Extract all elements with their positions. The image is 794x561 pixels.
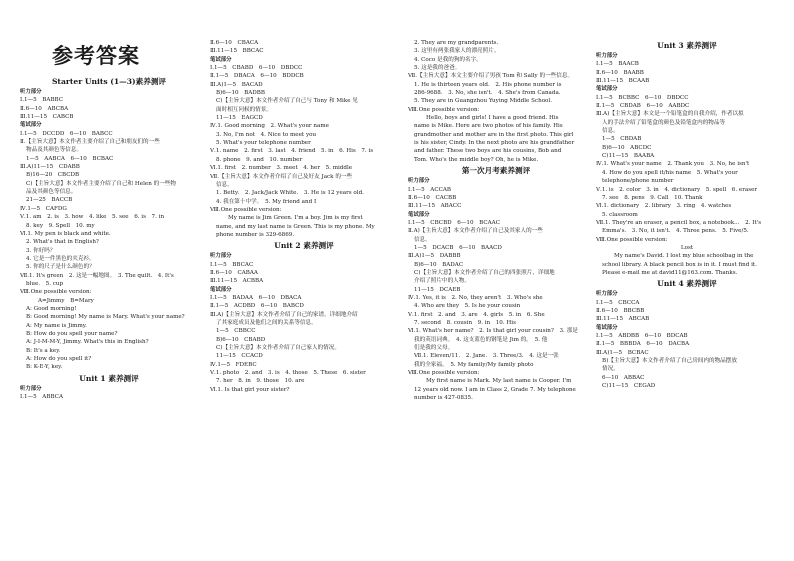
answer-line: 11—15 DCAEB [414, 286, 461, 293]
answer-line: 物品及其颜色等信息。 [26, 147, 82, 154]
section-heading: Unit 2 素养测评 [274, 241, 334, 251]
answer-line: Ⅱ.1—5 ACDBD 6—10 BABCD [210, 303, 304, 310]
answer-line: B: K-E-Y, key. [26, 364, 63, 371]
answer-line: Ⅱ.1—5 BBBDA 6—10 DACBA [596, 341, 690, 348]
answer-line: Ⅰ.1—5 BADAA 6—10 DBACA [210, 294, 302, 301]
answer-line: 286-9688. 3. No, she isn't. 4. She's from Canada. [414, 90, 561, 97]
subsection-label: 笔试部分 [210, 286, 232, 293]
answer-line: 6—10 ABBAC [602, 374, 645, 381]
answer-line: Ⅲ.11—15 ABCAB [596, 316, 650, 323]
answer-line: My name is Jim Green. I'm a boy. Jim is my first [228, 215, 363, 222]
answer-line: Ⅶ.1. Eleven/11. 2. Jane. 3. Three/3. 4. 这是一张 [414, 353, 559, 360]
answer-line: 4. 它是一件黑色的夹克衫。 [26, 255, 95, 262]
answer-line: B)6—10 BADBB [216, 90, 266, 97]
subsection-label: 笔试部分 [596, 86, 618, 93]
answer-line: Please e-mail me at david11@163.com. Thanks. [602, 269, 738, 276]
section-heading: 第一次月考素养测评 [461, 166, 531, 176]
answer-line: B: Good morning! My name is Mary. What's your name? [26, 314, 185, 321]
answer-line: 4. How do you spell it/his name 5. What's your [602, 169, 738, 176]
answer-line: Ⅳ.1. What's your name 2. Thank you 3. No, he isn't [596, 161, 750, 168]
answer-line: B)16—20 CBCDB [26, 172, 80, 179]
answer-line: Ⅴ.1. first 2. and 3. are 4. girls 5. in 6. She [408, 311, 545, 318]
answer-line: C)【主旨大意】本文作者介绍了自己家人的情况。 [216, 345, 340, 352]
answer-line: 1—5 CBBCC [216, 328, 256, 335]
answer-line: name, and my last name is Green. This is my phone. My [216, 223, 375, 230]
answer-line: 4. Who are they 5. Is he your cousin [414, 303, 521, 310]
answer-line: Ⅰ.1—5 DCCDD 6—10 BABCC [20, 130, 113, 137]
answer-line: Ⅲ.11—15 BBCAC [210, 48, 264, 55]
subsection-label: 听力部分 [20, 89, 42, 95]
subsection-label: 听力部分 [210, 253, 232, 260]
answer-line: 21—25 BACCB [26, 197, 73, 204]
answer-line: Ⅷ.One possible version: [20, 289, 92, 296]
answer-line: Ⅰ.1—5 ABDBB 6—10 BDCAB [596, 333, 688, 339]
column-4 [596, 39, 778, 390]
answer-line: Ⅴ.1. photo 2. and 3. is 4. those 5. These 6. sister [210, 370, 366, 377]
answer-line: school library. A black pencil box is in it. I must find it. [602, 261, 757, 268]
answer-line: 5. classroom [602, 211, 638, 218]
answer-line: 8. key 9. Spell 10. my [26, 222, 95, 229]
answer-line: Ⅶ.1. They're an eraser, a pencil box, a notebook... 2. It's [596, 219, 762, 226]
answer-line: 3. No, I'm not 4. Nice to meet you [216, 131, 317, 138]
answer-line: 1. Betty. 2. Jack/Jack White. 3. He is 12 years old. [216, 190, 364, 197]
answer-line: Ⅱ.6—10 CABAA [210, 269, 258, 276]
answer-line: Ⅲ.11—15 CABCB [20, 114, 74, 121]
answer-line: Ⅰ.1—5 ACCAB [408, 186, 452, 193]
answer-line: 7. see 8. pens 9. Call 10. Thank [602, 194, 703, 201]
answer-line: 我的英语词典。 4. 这支蓝色的钢笔是 Jim 的。 5. 他 [414, 336, 548, 343]
answer-line: Ⅴ.1. is 2. color 3. in 4. dictionary 5. spell 6. eraser [596, 186, 758, 193]
section-heading: Unit 3 素养测评 [657, 41, 717, 50]
answer-line: blue. 5. cup [26, 280, 64, 287]
column-2 [210, 39, 398, 394]
answer-line: Ⅲ.11—15 ACBBA [210, 278, 264, 285]
answer-line: 8. phone 9. and 10. number [216, 156, 303, 163]
answer-line: Ⅲ.11—15 BCAAB [596, 78, 650, 85]
answer-line: A: Good morning! [26, 305, 77, 312]
answer-line: Ⅱ.1—5 DBACA 6—10 BDDCB [210, 73, 304, 80]
answer-line: Ⅳ.1. Good morning 2. What's your name [210, 123, 329, 130]
answer-line: Ⅲ.A)1—5 DABBB [408, 253, 461, 260]
answer-line: Ⅴ.1. am 2. is 3. how 4. like 5. see 6. is 7. in [20, 214, 165, 221]
answer-line: Tom. Who's the middle boy? Oh, he is Mike. [414, 156, 539, 163]
answer-line: 3. 这里有两张我家人的漂亮照片。 [414, 48, 500, 55]
column-3 [408, 39, 584, 402]
answer-line: Ⅳ.1—5 CAFDG [20, 205, 67, 212]
answer-line: B)6—10 ABCDC [602, 144, 652, 151]
answer-line: 面时相互问候的情景。 [216, 106, 272, 113]
answer-line: number is 427-0835. [414, 395, 473, 402]
answer-line: is his sister, Cindy. In the next photo are his grandfather [414, 140, 575, 147]
answer-line: 1. He is thirteen years old. 2. His phone number is [414, 81, 562, 88]
answer-line: Ⅰ.1—5 CBCBD 6—10 BCAAC [408, 219, 500, 226]
answer-line: 12 years old now. I am in Class 2, Grade 7. My telephone [414, 386, 576, 393]
answer-line: B: How do you spell your name? [26, 330, 118, 337]
answer-line: Ⅲ.A)1—5 BACAD [210, 81, 263, 88]
answer-line: Ⅵ.1. What's her name? 2. Is that girl your cousin? 3. 那是 [408, 328, 578, 335]
answer-line: B)【主旨大意】本文作者介绍了自己房间内的物品摆放 [602, 358, 737, 365]
answer-line: C)【主旨大意】本文作者介绍了自己的四张照片，详细地 [414, 269, 555, 276]
answer-line: 2. What's that in English? [26, 239, 99, 246]
subsection-label: 笔试部分 [20, 122, 42, 129]
answer-line: Ⅱ.6—10 CBACA [210, 40, 259, 46]
answer-line: Ⅱ.6—10 ABCBA [20, 105, 69, 112]
answer-line: B)6—10 BADAC [414, 261, 464, 268]
answer-line: 人的手法介绍了铅笔盒的颜色及铅笔盒内的物品等 [602, 119, 726, 126]
answer-line: C)【主旨大意】本文作者介绍了自己与 Tony 和 Mike 见 [216, 98, 358, 105]
answer-line: Ⅲ.A)11—15 CDABB [20, 164, 80, 171]
answer-line: Ⅲ.11—15 ABACC [408, 203, 462, 210]
answer-line: Ⅲ.A)【主旨大意】本文是一个铅笔盒的自我介绍，作者以拟 [596, 111, 744, 118]
answer-line: 5. They are in Guangzhou Yuying Middle School. [414, 98, 552, 105]
answer-line: 4. Coco 是我的狗的名字。 [414, 56, 482, 63]
answer-line: Emma's. 3. No, it isn't. 4. Three pens. 5. Five/5. [602, 228, 749, 235]
answer-line: phone number is 329-6869. [216, 231, 295, 238]
answer-line: Ⅲ.A)1—5 BCBAC [596, 349, 649, 356]
answer-line: Ⅳ.1—5 FDEBC [210, 361, 257, 368]
answer-line: Ⅶ.【主旨大意】本文主要介绍了男孩 Tom 和 Sally 的一些信息。 [408, 73, 574, 80]
answer-line: 们是我的父母。 [414, 345, 454, 352]
answer-line: Ⅰ.1—5 CBCCA [596, 299, 640, 306]
answer-line: Ⅵ.1. first 2. number 3. meet 4. her 5. middle [210, 165, 353, 172]
answer-line: Ⅷ.One possible version: [596, 236, 668, 243]
answer-line: Ⅷ.One possible version: [210, 206, 282, 213]
subsection-label: 听力部分 [408, 178, 430, 185]
answer-line: A: How do you spell it? [26, 356, 92, 362]
answer-line: 7. second 8. cousin 9. in 10. His [414, 320, 516, 326]
answer-line: Ⅵ.1. Is that girl your sister? [210, 386, 290, 393]
answer-line: 1—5 CBDAB [602, 136, 642, 143]
answer-line: 5. 你的尺子是什么颜色的？ [26, 264, 95, 271]
answer-line: B)6—10 CBABD [216, 336, 266, 343]
answer-line: Ⅰ.1—5 BAACB [596, 61, 639, 68]
answer-line: 5. 这是我的爸爸。 [414, 65, 461, 72]
answer-line: Ⅷ.One possible version: [408, 106, 480, 113]
answer-line: Ⅶ.1. It's green 2. 这是一幅地图。 3. The quilt. 4. It's [20, 272, 174, 279]
answer-line: 11—15 CCACD [216, 353, 263, 360]
answer-line: Ⅱ.1—5 CBDAB 6—10 AABDC [596, 103, 690, 110]
answer-line: Ⅷ.One possible version: [408, 370, 480, 377]
answer-line: Ⅰ.1—5 BCBBC 6—10 DBDCC [596, 94, 689, 101]
answer-line: 信息。 [602, 128, 619, 135]
answer-line: 3. 你好吗？ [26, 247, 56, 254]
answer-line: Ⅰ.1—5 ABBCA [20, 394, 63, 401]
answer-line: Ⅱ.A)【主旨大意】本文作者介绍了自己及其家人的一些 [408, 228, 543, 235]
answer-line: 7. her 8. in 9. those 10. are [216, 378, 305, 385]
answer-line: Ⅱ.6—10 CACBB [408, 194, 457, 201]
answer-line: and father. These two boys are his cousins, Bob and [414, 148, 562, 155]
answer-line: Ⅶ.【主旨大意】本文作者介绍了自己及好友 Jack 的一些 [210, 173, 353, 180]
answer-line: A: J-I-M-M-Y, Jimmy. What's this in English? [26, 339, 149, 346]
subsection-label: 笔试部分 [408, 211, 430, 218]
answer-line: Ⅵ.1. My pen is black and white. [20, 230, 111, 237]
answer-line: Ⅰ.1—5 BBCAC [210, 261, 254, 268]
answer-line: C)11—15 BAABA [602, 153, 655, 160]
subsection-label: 笔试部分 [210, 56, 232, 63]
answer-line: 1—5 DCACB 6—10 BAACD [414, 244, 502, 251]
answer-line: 2. They are my grandparents. [414, 40, 499, 46]
answer-line: A=Jimmy B=Mary [38, 297, 94, 304]
answer-line: Hello, boys and girls! I have a good friend. His [426, 115, 559, 122]
subsection-label: 听力部分 [596, 291, 618, 298]
answer-line: 了其家庭成员及他们之间的关系等信息。 [216, 320, 317, 326]
answer-line: A: My name is Jimmy. [26, 322, 87, 329]
answer-line: Ⅵ.1. dictionary 2. library 3. ring 4. watches [596, 203, 732, 210]
answer-line: 信息。 [216, 181, 233, 188]
answer-line: 5. What's your telephone number [216, 140, 311, 147]
subsection-label: 笔试部分 [596, 324, 618, 331]
answer-line: 介绍了照片中的人物。 [414, 278, 470, 285]
subsection-label: 听力部分 [596, 53, 618, 59]
answer-line: Ⅱ.【主旨大意】本文作者主要介绍了自己和朋友们的一些 [20, 139, 160, 146]
answer-line: 11—15 EAGCD [216, 115, 263, 122]
answer-line: My name's David. I lost my blue schoolbag in the [614, 253, 754, 260]
answer-line: 4. 我在第十中学。 5. My friend and I [216, 198, 317, 205]
column-1 [20, 32, 198, 401]
answer-line: Ⅰ.1—5 CBABD 6—10 DBDCC [210, 65, 303, 72]
subsection-label: 听力部分 [20, 385, 42, 392]
answer-line: grandmother and mother are in the first photo. This girl [414, 131, 574, 138]
answer-line: Ⅴ.1. name 2. first 3. last 4. friend 5. in 6. His 7. is [210, 148, 374, 155]
answer-line: telephone/phone number [602, 178, 674, 185]
section-heading: Unit 1 素养测评 [79, 373, 139, 383]
page-title: 参考答案 [52, 44, 140, 68]
answer-line: B: It's a key. [26, 347, 61, 354]
answer-line: Ⅲ.A)【主旨大意】本文作者介绍了自己的家谱，详细地介绍 [210, 311, 358, 318]
answer-line: C)【主旨大意】本文作者主要介绍了自己和 Helen 的一些物 [26, 180, 176, 187]
answer-line: 1—5 AABCA 6—10 BCBAC [26, 155, 114, 162]
answer-line: 信息。 [414, 236, 431, 243]
answer-line: Ⅱ.6—10 BBCBB [596, 307, 645, 314]
section-heading: Starter Units (1—3)素养测评 [51, 77, 167, 86]
answer-line: C)11—15 CEGAD [602, 383, 656, 390]
section-heading: Unit 4 素养测评 [657, 279, 717, 289]
answer-line: Ⅳ.1. Yes, it is 2. No, they aren't 3. Who's she [408, 294, 543, 301]
answer-line: Ⅱ.6—10 BAABB [596, 69, 644, 76]
answer-line: 品及其颜色等信息。 [26, 189, 77, 196]
answer-line: My first name is Mark. My last name is Cooper. I'm [426, 378, 572, 385]
answer-line: name is Mike. Here are two photos of his family. His [414, 123, 563, 130]
composition-title: Lost [680, 244, 694, 251]
answer-line: Ⅰ.1—5 BABBC [20, 97, 64, 104]
answer-line: 情况。 [602, 366, 619, 373]
answer-line: 我的全家福。 5. My family/My family photo [414, 361, 534, 368]
